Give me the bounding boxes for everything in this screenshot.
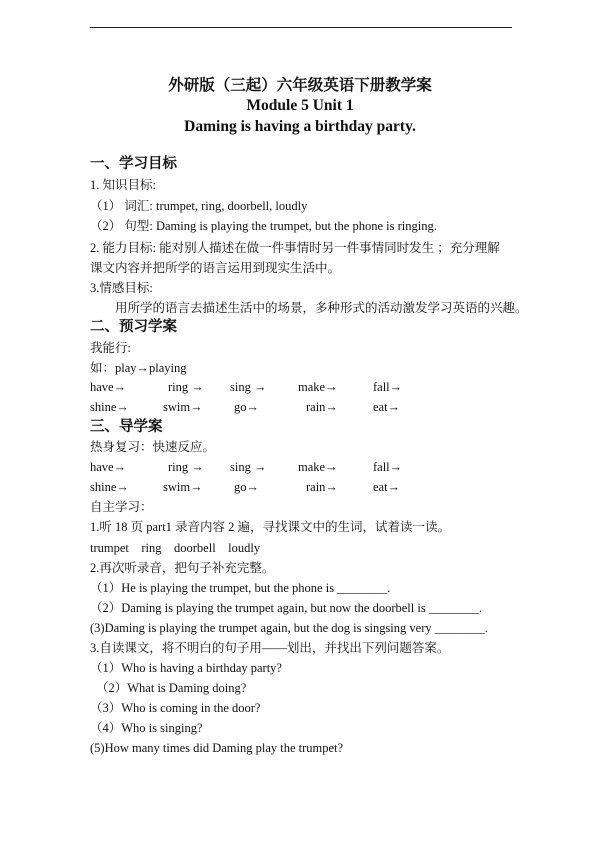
verb-cell: eat→ <box>373 480 401 494</box>
verb-cell: go→ <box>234 400 259 414</box>
verb-cell: shine→ <box>90 400 129 414</box>
verb-cell: ring → <box>168 380 204 394</box>
fill-blank-3: (3)Daming is playing the trumpet again, but the dog is singsing very ________. <box>90 621 488 635</box>
vocab-line: （1） 词汇: trumpet, ring, doorbell, loudly <box>90 199 308 213</box>
verb-cell: have→ <box>90 460 127 474</box>
ability-paragraph: 2. 能力目标: 能对别人描述在做一件事情时另一件事情同时发生 ；充分理解课文内容并把所学的语言运用到现实生活中。 <box>90 241 500 275</box>
step-1: 1.听 18 页 part1 录音内容 2 遍，寻找课文中的生词，试着读一读。 <box>90 520 451 534</box>
section-heading-preview: 二、预习学案 <box>90 319 177 335</box>
verb-cell: fall→ <box>373 460 403 474</box>
document-title: 外研版（三起）六年级英语下册教学案 <box>168 77 432 94</box>
warmup-line: 热身复习：快速反应。 <box>90 440 216 454</box>
verb-cell: rain→ <box>306 400 338 414</box>
verb-cell: swim→ <box>163 480 203 494</box>
can-do-label: 我能行: <box>90 341 131 355</box>
verb-cell: sing → <box>230 460 267 474</box>
verb-cell: rain→ <box>306 480 338 494</box>
example-line: 如：play→playing <box>90 361 187 375</box>
step-2: 2.再次听录音，把句子补充完整。 <box>90 561 275 575</box>
knowledge-label: 1. 知识目标: <box>90 178 156 192</box>
question-1: （1）Who is having a birthday party? <box>90 661 282 675</box>
new-words: trumpet ring doorbell loudly <box>90 541 261 555</box>
header-rule <box>90 27 512 28</box>
verb-cell: swim→ <box>163 400 203 414</box>
verb-cell: go→ <box>234 480 259 494</box>
question-4: （4）Who is singing? <box>90 721 203 735</box>
lesson-title: Daming is having a birthday party. <box>184 118 416 135</box>
question-5: (5)How many times did Daming play the trumpet? <box>90 741 344 755</box>
verb-cell: shine→ <box>90 480 129 494</box>
emotion-text: 用所学的语言去描述生活中的场景，多种形式的活动激发学习英语的兴趣。 <box>115 301 528 315</box>
verb-cell: make→ <box>298 380 338 394</box>
section-heading-objectives: 一、学习目标 <box>90 156 177 172</box>
step-3: 3.自读课文，将不明白的句子用——划出，并找出下列问题答案。 <box>90 641 450 655</box>
verb-cell: ring → <box>168 460 204 474</box>
verb-cell: sing → <box>230 380 267 394</box>
emotion-label: 3.情感目标: <box>90 281 153 295</box>
section-heading-guide: 三、导学案 <box>90 419 163 435</box>
verb-cell: make→ <box>298 460 338 474</box>
verb-cell: fall→ <box>373 380 403 394</box>
fill-blank-1: （1）He is playing the trumpet, but the phone is ________. <box>90 581 391 595</box>
verb-cell: have→ <box>90 380 127 394</box>
verb-cell: eat→ <box>373 400 401 414</box>
pattern-line: （2） 句型: Daming is playing the trumpet, but the phone is ringing. <box>90 219 437 233</box>
question-2: （2）What is Daming doing? <box>96 681 247 695</box>
question-3: （3）Who is coming in the door? <box>90 701 261 715</box>
fill-blank-2: （2）Daming is playing the trumpet again, but now the doorbell is ________. <box>90 601 482 615</box>
self-study-label: 自主学习： <box>90 500 153 514</box>
module-title: Module 5 Unit 1 <box>246 97 354 114</box>
